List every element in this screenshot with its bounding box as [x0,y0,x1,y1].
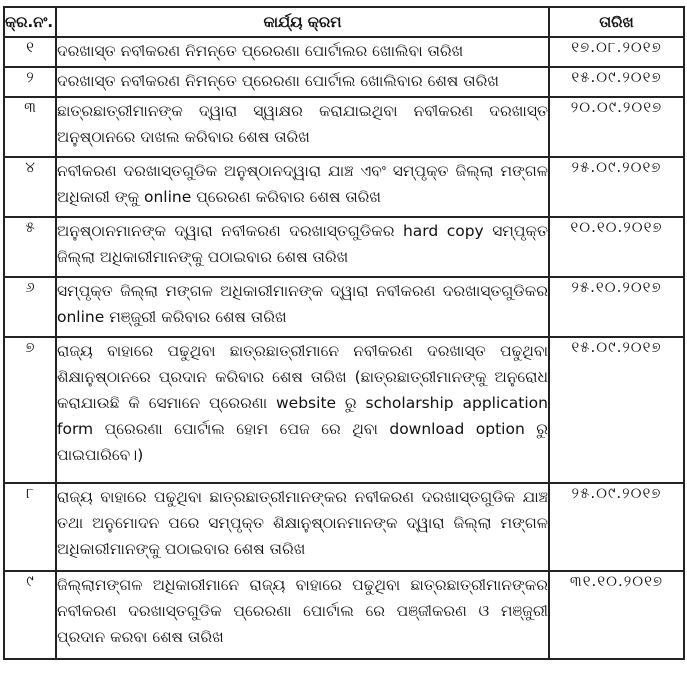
task-cell: ଛାତ୍ରଛାତ୍ରୀମାନଙ୍କ ଦ୍ୱାରା ସ୍ୱାକ୍ଷର କରାଯାଇଥିବା ନବୀକରଣ ଦରଖାସ୍ତ ଅନୁଷ୍ଠାନରେ ଦାଖଲ କରିବାର ଶେଷ ତାରିଖ [56,97,549,157]
table-row [4,571,684,659]
schedule-table [3,6,685,660]
serial-cell: ୮ [4,483,56,571]
date-cell: ୨୫.୦୯.୨୦୧୭ [549,483,684,571]
task-cell: ରାଜ୍ୟ ବାହାରେ ପଢୁଥିବା ଛାତ୍ରଛାତ୍ରୀମାନେ ନବୀକରଣ ଦରଖାସ୍ତ ପଢୁଥିବା ଶିକ୍ଷାନୁଷ୍ଠାନରେ ପ୍ରଦାନ କରିବାର ଶେଷ ତାରିଖ (ଛାତ୍ରଛାତ୍ରୀମାନଙ୍କୁ ଅନୁରୋଧ କରାଯାଉଛି କି ସେମାନେ ପ୍ରେରଣା website ରୁ scholarship application form ପ୍ରେରଣା ପୋର୍ଟାଲ ହୋମ ପେଜ ରେ ଥିବା download option ରୁ ପାଇପାରିବେ।) [56,337,549,483]
serial-cell: ୨ [4,67,56,97]
table-row [4,337,684,483]
date-cell: ୧୭.୦୮.୨୦୧୭ [549,37,684,67]
date-cell: ୧୫.୦୯.୨୦୧୭ [549,67,684,97]
table-row [4,37,684,67]
date-cell: ୧୦.୧୦.୨୦୧୭ [549,217,684,277]
table-row [4,277,684,337]
task-cell: ଜିଲ୍ଲାମଙ୍ଗଳ ଅଧିକାରୀମାନେ ରାଜ୍ୟ ବାହାରେ ପଢୁଥିବା ଛାତ୍ରଛାତ୍ରୀମାନଙ୍କର ନବୀକରଣ ଦରଖାସ୍ତଗୁଡିକ ପ୍ରେରଣା ପୋର୍ଟାଲ ରେ ପଞ୍ଜୀକରଣ ଓ ମଞ୍ଜୁରୀ ପ୍ରଦାନ କରବା ଶେଷ ତାରିଖ [56,571,549,659]
date-cell: ୨୦.୦୯.୨୦୧୭ [549,97,684,157]
header-serial: କ୍ର.ନଂ. [4,7,56,37]
task-cell: ରାଜ୍ୟ ବାହାରେ ପଢୁଥିବା ଛାତ୍ରଛାତ୍ରୀମାନଙ୍କର ନବୀକରଣ ଦରଖାସ୍ତଗୁଡିକ ଯାଞ୍ଚ ତଥା ଅନୁମୋଦନ ପରେ ସମ୍ପୃକ୍ତ ଶିକ୍ଷାନୁଷ୍ଠାନମାନଙ୍କ ଦ୍ୱାରା ଜିଲ୍ଲା ମଙ୍ଗଳ ଅଧିକାରୀମାନଙ୍କୁ ପଠାଇବାର ଶେଷ ତାରିଖ [56,483,549,571]
header-date: ତାରିଖ [549,7,684,37]
date-cell: ୨୫.୦୯.୨୦୧୭ [549,157,684,217]
date-cell: ୩୧.୧୦.୨୦୧୭ [549,571,684,659]
serial-cell: ୧ [4,37,56,67]
task-cell: ସମ୍ପୃକ୍ତ ଜିଲ୍ଲା ମଙ୍ଗଳ ଅଧିକାରୀମାନଙ୍କ ଦ୍ୱାରା ନବୀକରଣ ଦରଖାସ୍ତଗୁଡିକର online ମଞ୍ଜୁରୀ କରିବାର ଶେଷ ତାରିଖ [56,277,549,337]
serial-cell: ୫ [4,217,56,277]
serial-cell: ୭ [4,337,56,483]
table-row [4,157,684,217]
header-activity: କାର୍ଯ୍ୟ କ୍ରମ [56,7,549,37]
date-cell: ୨୫.୧୦.୨୦୧୭ [549,277,684,337]
serial-cell: ୪ [4,157,56,217]
task-cell: ଅନୁଷ୍ଠାନମାନଙ୍କ ଦ୍ୱାରା ନବୀକରଣ ଦରଖାସ୍ତଗୁଡିକର hard copy ସମ୍ପୃକ୍ତ ଜିଲ୍ଲା ଅଧିକାରୀମାନଙ୍କୁ ପଠାଇବାର ଶେଷ ତାରିଖ [56,217,549,277]
table-row [4,97,684,157]
header-row [4,7,684,37]
task-cell: ଦରଖାସ୍ତ ନବୀକରଣ ନିମନ୍ତେ ପ୍ରେରଣା ପୋର୍ଟାଲର ଖୋଲିବା ତାରିଖ [56,37,549,67]
date-cell: ୧୫.୦୯.୨୦୧୭ [549,337,684,483]
table-row [4,483,684,571]
task-cell: ନବୀକରଣ ଦରଖାସ୍ତଗୁଡିକ ଅନୁଷ୍ଠାନଦ୍ୱାରା ଯାଞ୍ଚ ଏବଂ ସମ୍ପୃକ୍ତ ଜିଲ୍ଲା ମଙ୍ଗଳ ଅଧିକାରୀ ଙ୍କୁ online ପ୍ରେରଣ କରିବାର ଶେଷ ତାରିଖ [56,157,549,217]
task-cell: ଦରଖାସ୍ତ ନବୀକରଣ ନିମନ୍ତେ ପ୍ରେରଣା ପୋର୍ଟାଲ ଖୋଲିବାର ଶେଷ ତାରିଖ [56,67,549,97]
serial-cell: ୬ [4,277,56,337]
serial-cell: ୩ [4,97,56,157]
serial-cell: ୯ [4,571,56,659]
table-row [4,67,684,97]
table-row [4,217,684,277]
